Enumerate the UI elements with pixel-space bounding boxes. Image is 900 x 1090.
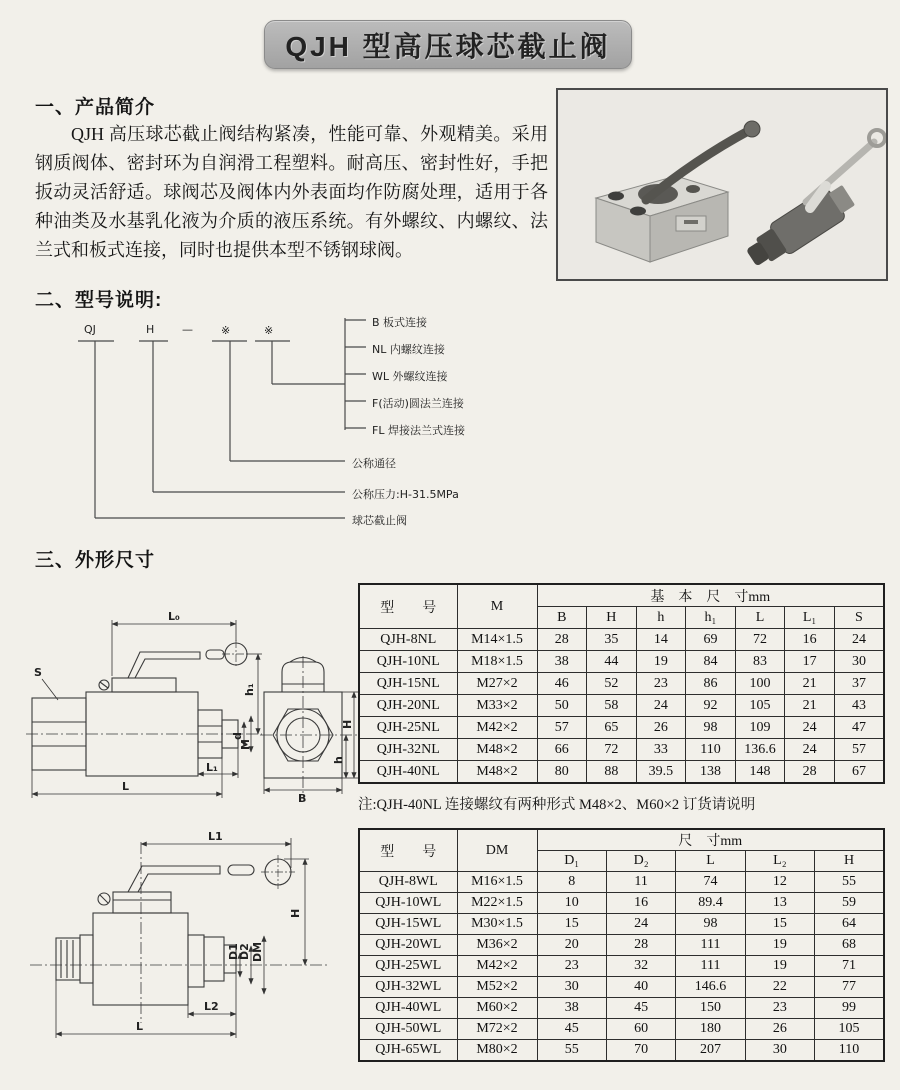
value-cell: 99 — [815, 998, 884, 1019]
value-cell: 110 — [815, 1040, 884, 1062]
dim-label-d1: D1 — [227, 943, 240, 960]
wl-dimension-table — [358, 828, 885, 1062]
value-cell: 39.5 — [636, 761, 686, 784]
page-title-text: QJH 型高压球芯截止阀 — [285, 30, 611, 62]
code-part-h: H — [146, 323, 155, 336]
value-cell: 44 — [587, 651, 637, 673]
value-cell: 28 — [606, 935, 675, 956]
dim-label-l1: L₁ — [206, 761, 218, 774]
code-part-dash: — — [182, 323, 193, 336]
value-cell: 30 — [745, 1040, 814, 1062]
value-cell: 100 — [735, 673, 785, 695]
value-cell: 71 — [815, 956, 884, 977]
model-designation-diagram — [0, 300, 900, 555]
table-row — [359, 1040, 884, 1062]
value-cell: 37 — [834, 673, 884, 695]
value-cell: 20 — [537, 935, 606, 956]
connection-type-wl: WL 外螺纹连接 — [372, 370, 448, 383]
value-cell: 15 — [745, 914, 814, 935]
value-cell: M27×2 — [457, 673, 537, 695]
model-cell: QJH-32WL — [359, 977, 457, 998]
dimension-drawing-wl — [28, 828, 360, 1090]
value-cell: 45 — [606, 998, 675, 1019]
product-photo-illustration — [558, 90, 886, 279]
col-header-dimensions: 尺 寸mm — [537, 829, 884, 851]
model-cell: QJH-50WL — [359, 1019, 457, 1040]
value-cell: 86 — [686, 673, 736, 695]
model-cell: QJH-15NL — [359, 673, 457, 695]
value-cell: 77 — [815, 977, 884, 998]
value-cell: 38 — [537, 651, 587, 673]
value-cell: 207 — [676, 1040, 745, 1062]
dim-label-h1: h₁ — [243, 683, 256, 696]
table-row — [359, 872, 884, 893]
col-header-L: L — [735, 607, 785, 629]
dim-label-l: L — [136, 1020, 144, 1033]
table-row — [359, 1019, 884, 1040]
connection-type-nl: NL 内螺纹连接 — [372, 343, 445, 356]
section-heading-intro: 一、产品简介 — [35, 97, 156, 118]
table-row — [359, 717, 884, 739]
value-cell: 65 — [587, 717, 637, 739]
value-cell: 24 — [636, 695, 686, 717]
nl-dimension-table — [358, 583, 885, 784]
value-cell: M52×2 — [457, 977, 537, 998]
value-cell: M30×1.5 — [457, 914, 537, 935]
table-row — [359, 977, 884, 998]
value-cell: 24 — [834, 629, 884, 651]
model-cell: QJH-8WL — [359, 872, 457, 893]
value-cell: 30 — [537, 977, 606, 998]
value-cell: 23 — [745, 998, 814, 1019]
value-cell: 59 — [815, 893, 884, 914]
col-header-h: h — [636, 607, 686, 629]
table-note: 注:QJH-40NL 连接螺纹有两种形式 M48×2、M60×2 订货请说明 — [358, 797, 756, 813]
col-header-S: S — [834, 607, 884, 629]
connection-type-b: B 板式连接 — [372, 316, 428, 329]
connection-type-fl: FL 焊接法兰式连接 — [372, 424, 465, 437]
product-photo — [556, 88, 888, 281]
dimension-drawing-nl — [24, 596, 362, 805]
value-cell: 23 — [636, 673, 686, 695]
value-cell: 33 — [636, 739, 686, 761]
callout-nominal-diameter: 公称通径 — [352, 457, 396, 470]
value-cell: 26 — [636, 717, 686, 739]
section-heading-dimensions: 三、外形尺寸 — [35, 550, 156, 571]
value-cell: 150 — [676, 998, 745, 1019]
value-cell: 16 — [785, 629, 835, 651]
table-row — [359, 998, 884, 1019]
value-cell: 74 — [676, 872, 745, 893]
model-cell: QJH-32NL — [359, 739, 457, 761]
value-cell: 13 — [745, 893, 814, 914]
value-cell: 69 — [686, 629, 736, 651]
dim-label-h: h — [332, 756, 345, 764]
value-cell: 21 — [785, 673, 835, 695]
value-cell: 43 — [834, 695, 884, 717]
value-cell: 14 — [636, 629, 686, 651]
value-cell: 28 — [537, 629, 587, 651]
value-cell: 68 — [815, 935, 884, 956]
model-cell: QJH-8NL — [359, 629, 457, 651]
value-cell: 10 — [537, 893, 606, 914]
value-cell: M48×2 — [457, 739, 537, 761]
model-cell: QJH-10NL — [359, 651, 457, 673]
nl-table-body — [359, 629, 884, 784]
page-title — [264, 20, 632, 69]
table-row — [359, 956, 884, 977]
value-cell: 32 — [606, 956, 675, 977]
value-cell: M60×2 — [457, 998, 537, 1019]
code-part-star1: ※ — [221, 324, 231, 337]
dim-label-l1: L1 — [208, 830, 223, 843]
dim-label-H: H — [289, 908, 302, 918]
value-cell: M16×1.5 — [457, 872, 537, 893]
connection-type-f: F(活动)圆法兰连接 — [372, 397, 464, 410]
value-cell: 57 — [834, 739, 884, 761]
value-cell: 84 — [686, 651, 736, 673]
value-cell: 89.4 — [676, 893, 745, 914]
col-header-L2: L₂ — [745, 851, 814, 872]
model-cell: QJH-20NL — [359, 695, 457, 717]
value-cell: 57 — [537, 717, 587, 739]
value-cell: 24 — [785, 739, 835, 761]
value-cell: 52 — [587, 673, 637, 695]
col-header-D2: D₂ — [606, 851, 675, 872]
table-row — [359, 893, 884, 914]
value-cell: 35 — [587, 629, 637, 651]
value-cell: 180 — [676, 1019, 745, 1040]
col-header-m: M — [457, 584, 537, 629]
value-cell: M36×2 — [457, 935, 537, 956]
model-cell: QJH-40WL — [359, 998, 457, 1019]
model-cell: QJH-65WL — [359, 1040, 457, 1062]
value-cell: 80 — [537, 761, 587, 784]
table-header-row — [359, 829, 884, 851]
col-header-h1: h₁ — [686, 607, 736, 629]
value-cell: 24 — [606, 914, 675, 935]
value-cell: 38 — [537, 998, 606, 1019]
value-cell: 111 — [676, 956, 745, 977]
value-cell: 105 — [735, 695, 785, 717]
col-header-dm: DM — [457, 829, 537, 872]
dim-label-b: B — [298, 792, 307, 805]
value-cell: 26 — [745, 1019, 814, 1040]
value-cell: 146.6 — [676, 977, 745, 998]
value-cell: 55 — [537, 1040, 606, 1062]
table-row — [359, 695, 884, 717]
col-header-L1: L₁ — [785, 607, 835, 629]
col-header-basic-dimensions: 基 本 尺 寸mm — [537, 584, 884, 607]
value-cell: 47 — [834, 717, 884, 739]
col-header-D1: D₁ — [537, 851, 606, 872]
section-heading-model: 二、型号说明: — [35, 290, 163, 311]
value-cell: 21 — [785, 695, 835, 717]
model-cell: QJH-40NL — [359, 761, 457, 784]
value-cell: 55 — [815, 872, 884, 893]
value-cell: M48×2 — [457, 761, 537, 784]
dim-label-s: S — [34, 666, 42, 679]
value-cell: 66 — [537, 739, 587, 761]
model-cell: QJH-15WL — [359, 914, 457, 935]
callout-nominal-pressure: 公称压力:H-31.5MPa — [352, 488, 459, 501]
value-cell: 136.6 — [735, 739, 785, 761]
value-cell: 88 — [587, 761, 637, 784]
model-cell: QJH-25WL — [359, 956, 457, 977]
value-cell: 105 — [815, 1019, 884, 1040]
col-header-B: B — [537, 607, 587, 629]
callout-valve-name: 球芯截止阀 — [352, 514, 407, 527]
value-cell: 45 — [537, 1019, 606, 1040]
table-row — [359, 651, 884, 673]
value-cell: 40 — [606, 977, 675, 998]
value-cell: 92 — [686, 695, 736, 717]
table-row — [359, 739, 884, 761]
value-cell: 70 — [606, 1040, 675, 1062]
col-header-model: 型 号 — [359, 829, 457, 872]
value-cell: 19 — [745, 956, 814, 977]
value-cell: 17 — [785, 651, 835, 673]
value-cell: 58 — [587, 695, 637, 717]
wl-table-body — [359, 872, 884, 1062]
value-cell: 109 — [735, 717, 785, 739]
dim-label-dm: DM — [251, 941, 264, 962]
value-cell: M42×2 — [457, 717, 537, 739]
intro-paragraph: QJH 高压球芯截止阀结构紧凑，性能可靠、外观精美。采用钢质阀体、密封环为自润滑工程塑料。耐高压、密封性好，手把扳动灵活舒适。球阀芯及阀体内外表面均作防腐处理，适用于各种油类及水基乳化液为介质的液压系统。有外螺纹、内螺纹、法兰式和板式连接，同时也提供本型不锈钢球阀。 — [35, 124, 548, 260]
value-cell: 19 — [745, 935, 814, 956]
value-cell: 23 — [537, 956, 606, 977]
value-cell: 28 — [785, 761, 835, 784]
value-cell: 15 — [537, 914, 606, 935]
table-row — [359, 914, 884, 935]
model-cell: QJH-10WL — [359, 893, 457, 914]
value-cell: 98 — [686, 717, 736, 739]
value-cell: M33×2 — [457, 695, 537, 717]
value-cell: 30 — [834, 651, 884, 673]
dim-label-H: H — [341, 719, 354, 729]
dim-label-l2: L2 — [204, 1000, 219, 1013]
value-cell: M18×1.5 — [457, 651, 537, 673]
value-cell: M80×2 — [457, 1040, 537, 1062]
col-header-L: L — [676, 851, 745, 872]
table-row — [359, 935, 884, 956]
value-cell: 148 — [735, 761, 785, 784]
value-cell: M42×2 — [457, 956, 537, 977]
value-cell: M22×1.5 — [457, 893, 537, 914]
value-cell: 67 — [834, 761, 884, 784]
table-row — [359, 629, 884, 651]
table-row — [359, 761, 884, 784]
value-cell: 8 — [537, 872, 606, 893]
dim-label-d2: D2 — [238, 943, 251, 960]
value-cell: 111 — [676, 935, 745, 956]
value-cell: 19 — [636, 651, 686, 673]
dim-label-l: L — [122, 780, 130, 793]
value-cell: 16 — [606, 893, 675, 914]
value-cell: 24 — [785, 717, 835, 739]
value-cell: 72 — [735, 629, 785, 651]
value-cell: 98 — [676, 914, 745, 935]
model-cell: QJH-20WL — [359, 935, 457, 956]
value-cell: 72 — [587, 739, 637, 761]
value-cell: 138 — [686, 761, 736, 784]
code-part-qj: QJ — [84, 323, 96, 336]
value-cell: 22 — [745, 977, 814, 998]
code-part-star2: ※ — [264, 324, 274, 337]
value-cell: 60 — [606, 1019, 675, 1040]
value-cell: 11 — [606, 872, 675, 893]
value-cell: M14×1.5 — [457, 629, 537, 651]
value-cell: 83 — [735, 651, 785, 673]
dim-label-l0: L₀ — [168, 610, 180, 623]
dim-label-m: M — [239, 739, 252, 750]
table-header-row — [359, 584, 884, 607]
dim-label-d: d — [231, 732, 244, 740]
value-cell: 12 — [745, 872, 814, 893]
col-header-model: 型 号 — [359, 584, 457, 629]
value-cell: 110 — [686, 739, 736, 761]
value-cell: M72×2 — [457, 1019, 537, 1040]
col-header-H: H — [815, 851, 884, 872]
value-cell: 64 — [815, 914, 884, 935]
model-cell: QJH-25NL — [359, 717, 457, 739]
table-row — [359, 673, 884, 695]
col-header-H: H — [587, 607, 637, 629]
value-cell: 50 — [537, 695, 587, 717]
value-cell: 46 — [537, 673, 587, 695]
